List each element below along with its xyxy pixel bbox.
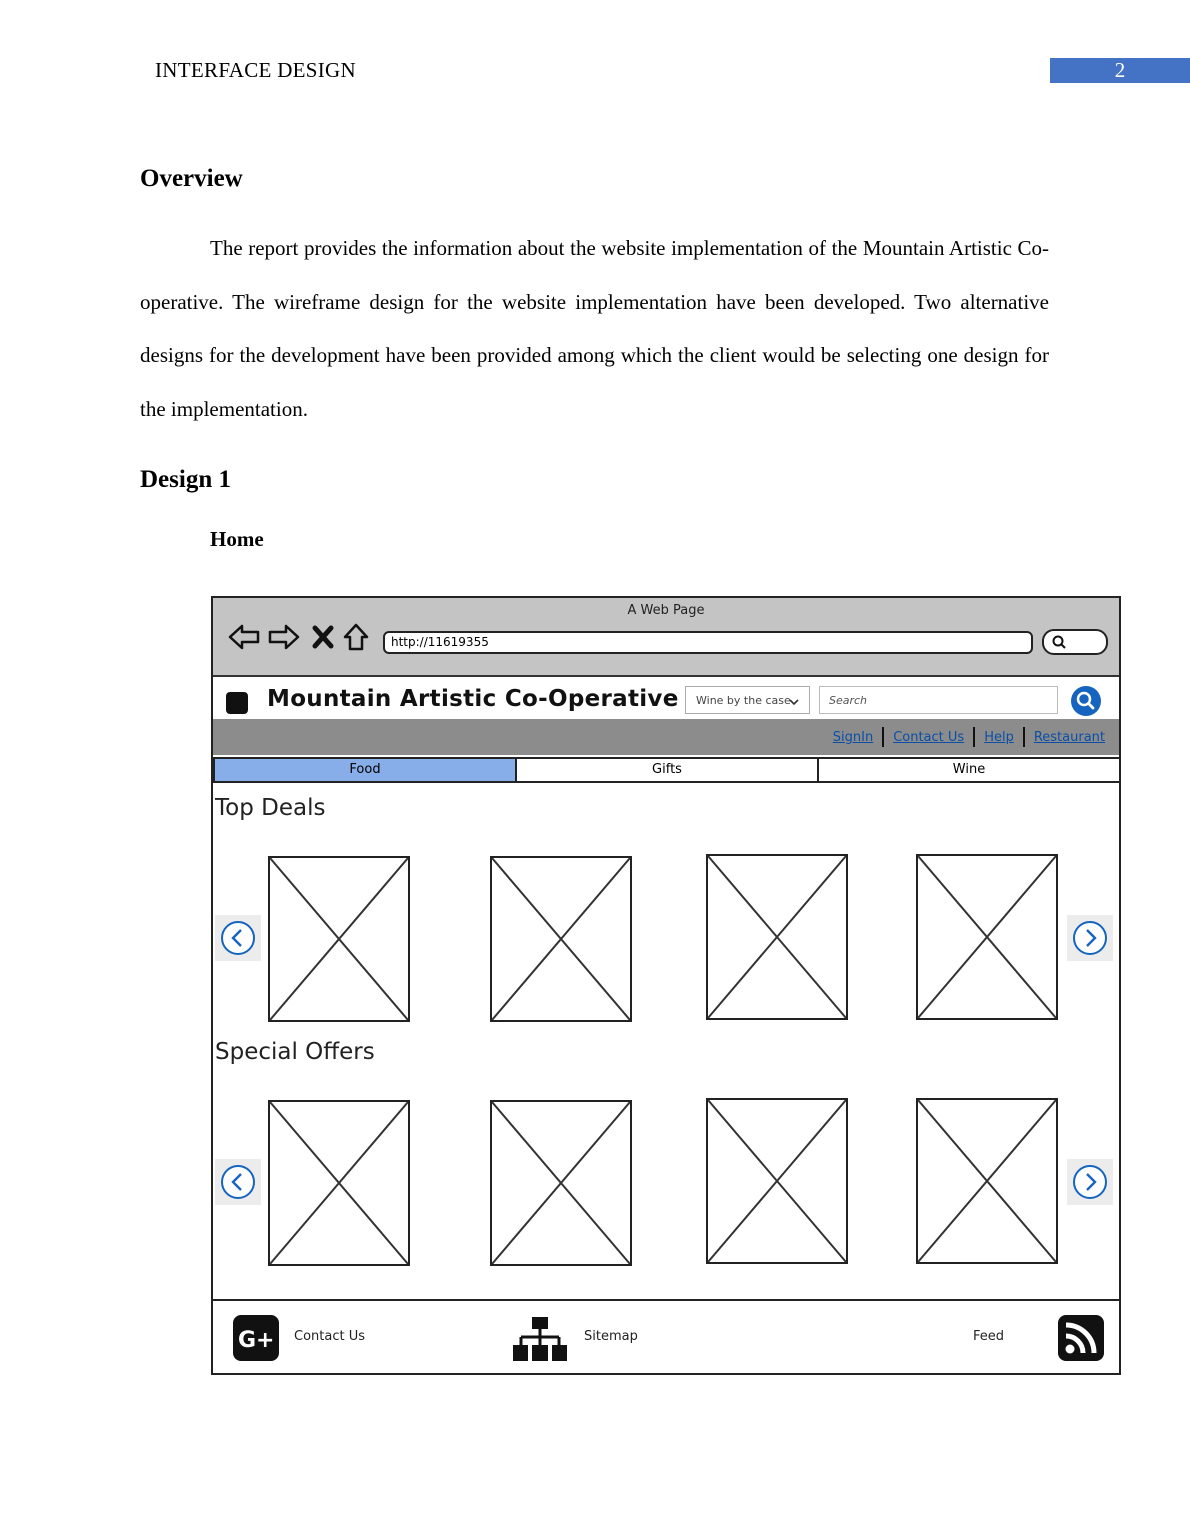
divider (1023, 727, 1025, 747)
product-image-placeholder[interactable] (916, 854, 1058, 1020)
contact-us-link[interactable]: Contact Us (893, 729, 965, 745)
chevron-right-icon (1072, 920, 1108, 956)
search-button[interactable] (1071, 686, 1101, 716)
tab-food[interactable]: Food (215, 759, 517, 781)
top-deals-title: Top Deals (215, 795, 326, 821)
image-placeholder-icon (918, 1100, 1056, 1262)
footer-contact-us[interactable]: Contact Us (294, 1329, 365, 1344)
chevron-down-icon (789, 698, 799, 706)
chevron-left-icon (220, 1164, 256, 1200)
overview-heading: Overview (140, 165, 243, 192)
restaurant-link[interactable]: Restaurant (1033, 729, 1105, 745)
image-placeholder-icon (708, 856, 846, 1018)
top-deals-next[interactable] (1067, 915, 1113, 961)
image-placeholder-icon (270, 1102, 408, 1264)
image-placeholder-icon (492, 1102, 630, 1264)
browser-chrome (213, 598, 1119, 677)
google-plus-icon[interactable] (233, 1315, 279, 1361)
image-placeholder-icon (918, 856, 1056, 1018)
product-image-placeholder[interactable] (916, 1098, 1058, 1264)
tab-gifts[interactable]: Gifts (517, 759, 819, 781)
site-title: Mountain Artistic Co-Operative (267, 686, 679, 712)
window-title: A Web Page (627, 603, 705, 618)
link-bar (213, 719, 1119, 755)
home-subheading: Home (210, 527, 264, 551)
search-icon (1071, 686, 1101, 716)
chevron-right-icon (1072, 1164, 1108, 1200)
home-icon[interactable] (342, 622, 370, 652)
top-deals-prev[interactable] (215, 915, 261, 961)
signin-link[interactable]: SignIn (832, 729, 874, 745)
product-image-placeholder[interactable] (268, 856, 410, 1022)
footer-sitemap[interactable]: Sitemap (584, 1329, 638, 1344)
product-image-placeholder[interactable] (268, 1100, 410, 1266)
image-placeholder-icon (270, 858, 408, 1020)
product-image-placeholder[interactable] (706, 854, 848, 1020)
divider (973, 727, 975, 747)
back-arrow-icon[interactable] (227, 622, 261, 652)
special-offers-title: Special Offers (215, 1039, 375, 1065)
close-icon[interactable] (311, 622, 335, 652)
image-placeholder-icon (492, 858, 630, 1020)
overview-paragraph: The report provides the information about the website implementation of the Mountain Artistic Co-operative. The wireframe design for the website implementation have been developed. Two alternative designs for the development have been provided among which the client would be selecting one design for the implementation. (140, 236, 1049, 422)
sitemap-icon[interactable] (513, 1317, 567, 1363)
footer-feed[interactable]: Feed (973, 1329, 1005, 1344)
special-offers-next[interactable] (1067, 1159, 1113, 1205)
tab-wine[interactable]: Wine (819, 759, 1119, 781)
site-header (213, 677, 1119, 719)
site-footer (213, 1299, 1119, 1375)
image-placeholder-icon (708, 1100, 846, 1262)
magnifier-icon (1050, 632, 1070, 652)
chevron-left-icon (220, 920, 256, 956)
product-image-placeholder[interactable] (706, 1098, 848, 1264)
design1-heading: Design 1 (140, 466, 231, 493)
divider (882, 727, 884, 747)
url-bar[interactable]: http://11619355 (383, 631, 1033, 654)
forward-arrow-icon[interactable] (267, 622, 301, 652)
dropdown-value: Wine by the case (696, 694, 791, 707)
help-link[interactable]: Help (984, 729, 1014, 745)
wine-dropdown[interactable] (685, 686, 810, 714)
browser-search[interactable] (1042, 629, 1108, 655)
svg-text:G+: G+ (238, 1328, 275, 1353)
search-input[interactable]: Search (819, 686, 1058, 714)
category-tabs (213, 757, 1121, 783)
running-header: INTERFACE DESIGN (155, 58, 356, 82)
product-image-placeholder[interactable] (490, 1100, 632, 1266)
wireframe-home (211, 596, 1121, 1375)
rss-feed-icon[interactable] (1058, 1315, 1104, 1361)
logo[interactable] (226, 692, 248, 714)
product-image-placeholder[interactable] (490, 856, 632, 1022)
page-number: 2 (1050, 58, 1190, 83)
special-offers-prev[interactable] (215, 1159, 261, 1205)
